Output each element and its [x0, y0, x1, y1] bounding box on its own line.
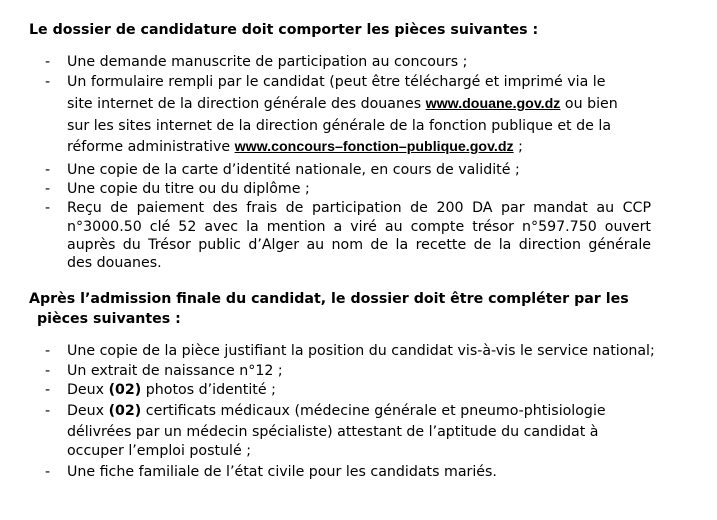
list-item-continuation: auprès du Trésor public d’Alger au nom de la recette de la direction générale: [67, 237, 651, 253]
bullet-dash: -: [45, 403, 51, 419]
list-item: Une fiche familiale de l’état civile pour les candidats mariés.: [67, 464, 497, 480]
section-heading-admission: Après l’admission finale du candidat, le dossier doit être compléter par les: [29, 291, 629, 307]
bullet-dash: -: [45, 200, 51, 216]
list-item: Une demande manuscrite de participation au concours ;: [67, 54, 468, 70]
list-item-continuation: des douanes.: [67, 255, 162, 271]
bullet-dash: -: [45, 343, 51, 359]
bullet-dash: -: [45, 74, 51, 90]
concours-fonction-publique-link[interactable]: www.concours–fonction–publique.gov.dz: [234, 139, 514, 155]
douane-website-link[interactable]: www.douane.gov.dz: [425, 96, 561, 112]
list-item: Une copie du titre ou du diplôme ;: [67, 181, 310, 197]
bullet-dash: -: [45, 382, 51, 398]
list-item-continuation: délivrées par un médecin spécialiste) attestant de l’aptitude du candidat à: [67, 424, 599, 440]
bullet-dash: -: [45, 363, 51, 379]
list-item: Un formulaire rempli par le candidat (peut être téléchargé et imprimé via le: [67, 74, 606, 90]
list-item-continuation: sur les sites internet de la direction générale de la fonction publique et de la: [67, 118, 612, 134]
list-item: Un extrait de naissance n°12 ;: [67, 363, 283, 379]
list-item: Deux (02) photos d’identité ;: [67, 382, 276, 398]
list-item: Une copie de la carte d’identité nationale, en cours de validité ;: [67, 162, 520, 178]
list-item: Une copie de la pièce justifiant la position du candidat vis-à-vis le service national;: [67, 343, 655, 359]
list-item-continuation: n°3000.50 clé 52 avec la mention a viré au compte trésor n°597.750 ouvert: [67, 219, 651, 235]
list-item-continuation: réforme administrative www.concours–fonction–publique.gov.dz ;: [67, 139, 523, 155]
list-item-continuation: occuper l’emploi postulé ;: [67, 443, 252, 459]
list-item-continuation: site internet de la direction générale des douanes www.douane.gov.dz ou bien: [67, 96, 618, 112]
bullet-dash: -: [45, 54, 51, 70]
bullet-dash: -: [45, 162, 51, 178]
bullet-dash: -: [45, 464, 51, 480]
section-heading-dossier: Le dossier de candidature doit comporter les pièces suivantes :: [29, 22, 539, 38]
list-item: Reçu de paiement des frais de participation de 200 DA par mandat au CCP: [67, 200, 651, 216]
bullet-dash: -: [45, 181, 51, 197]
section-heading-admission-continuation: pièces suivantes :: [37, 311, 181, 327]
list-item: Deux (02) certificats médicaux (médecine générale et pneumo-phtisiologie: [67, 403, 606, 419]
